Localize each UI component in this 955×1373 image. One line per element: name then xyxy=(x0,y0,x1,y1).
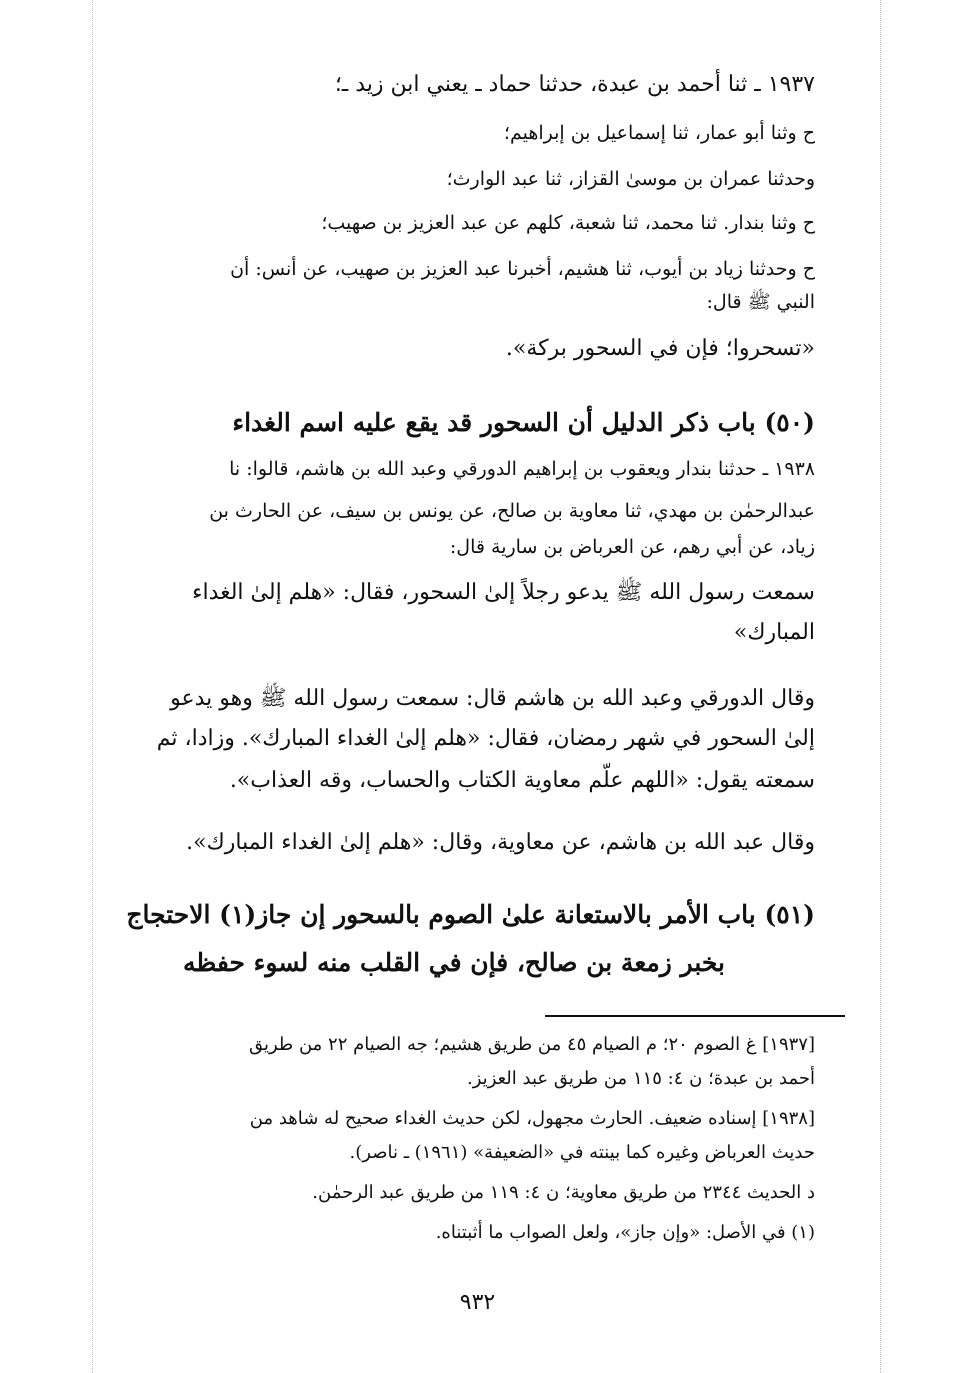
page-number: ٩٣٢ xyxy=(459,1290,496,1315)
hadith-1938-para2-line-2: إلىٰ السحور في شهر رمضان، فقال: «هلم إلىٰ الغداء المبارك». وزادا، ثم xyxy=(156,726,815,751)
footnote-line-1: [١٩٣٧] غ الصوم ٢٠؛ م الصيام ٤٥ من طريق هشيم؛ جه الصيام ٢٢ من طريق xyxy=(248,1034,815,1055)
scan-guide-right xyxy=(880,0,881,1373)
hadith-1938-para2-line-1: وقال الدورقي وعبد الله بن هاشم قال: سمعت رسول الله ﷺ وهو يدعو xyxy=(170,686,815,711)
hadith-1938-para3: وقال عبد الله بن هاشم، عن معاوية، وقال: «هلم إلىٰ الغداء المبارك». xyxy=(186,830,815,855)
hadith-1937-line-6: النبي ﷺ قال: xyxy=(706,291,815,313)
footnote-line-4: حديث العرباض وغيره كما بينته في «الضعيفة» (١٩٦١) ـ ناصر). xyxy=(349,1142,815,1163)
footnote-line-6: (١) في الأصل: «وإن جاز»، ولعل الصواب ما أثبتناه. xyxy=(435,1222,815,1243)
hadith-1938-isnad-line-3: زياد، عن أبي رهم، عن العرباض بن سارية قال: xyxy=(449,536,815,558)
footnote-separator xyxy=(545,1015,845,1017)
chapter-50-heading: (٥٠) باب ذكر الدليل أن السحور قد يقع عليه اسم الغداء xyxy=(232,408,815,437)
footnote-line-5: د الحديث ٢٣٤٤ من طريق معاوية؛ ن ٤: ١١٩ من طريق عبد الرحمٰن. xyxy=(312,1182,815,1203)
scan-guide-left xyxy=(92,0,93,1373)
footnote-line-3: [١٩٣٨] إسناده ضعيف. الحارث مجهول، لكن حديث الغداء صحيح له شاهد من xyxy=(249,1108,815,1129)
footnote-line-2: أحمد بن عبدة؛ ن ٤: ١١٥ من طريق عبد العزيز. xyxy=(467,1068,815,1089)
hadith-1938-matn-line-2: المبارك» xyxy=(733,620,815,645)
hadith-1937-matn: «تسحروا؛ فإن في السحور بركة». xyxy=(505,336,815,361)
hadith-1937-line-2: ح وثنا أبو عمار، ثنا إسماعيل بن إبراهيم؛ xyxy=(503,122,815,144)
hadith-1938-isnad-line-1: ١٩٣٨ ـ حدثنا بندار ويعقوب بن إبراهيم الدورقي وعبد الله بن هاشم، قالوا: نا xyxy=(229,458,815,480)
hadith-1938-isnad-line-2: عبدالرحمٰن بن مهدي، ثنا معاوية بن صالح، عن يونس بن سيف، عن الحارث بن xyxy=(209,500,815,522)
hadith-1937-line-1: ١٩٣٧ ـ ثنا أحمد بن عبدة، حدثنا حماد ـ يعني ابن زيد ـ؛ xyxy=(334,72,815,97)
hadith-1938-matn-line-1: سمعت رسول الله ﷺ يدعو رجلاً إلىٰ السحور، فقال: «هلم إلىٰ الغداء xyxy=(192,580,815,605)
chapter-51-heading-line-1: (٥١) باب الأمر بالاستعانة علىٰ الصوم بالسحور إن جاز(١) الاحتجاج xyxy=(126,900,815,929)
hadith-1937-line-5: ح وحدثنا زياد بن أيوب، ثنا هشيم، أخبرنا عبد العزيز بن صهيب، عن أنس: أن xyxy=(230,258,815,280)
hadith-1938-para2-line-3: سمعته يقول: «اللهم علّم معاوية الكتاب والحساب، وقه العذاب». xyxy=(229,768,815,793)
hadith-1937-line-4: ح وثنا بندار. ثنا محمد، ثنا شعبة، كلهم عن عبد العزيز بن صهيب؛ xyxy=(321,212,815,234)
chapter-51-heading-line-2: بخبر زمعة بن صالح، فإن في القلب منه لسوء حفظه xyxy=(182,948,725,977)
hadith-1937-line-3: وحدثنا عمران بن موسىٰ القزاز، ثنا عبد الوارث؛ xyxy=(446,168,815,190)
